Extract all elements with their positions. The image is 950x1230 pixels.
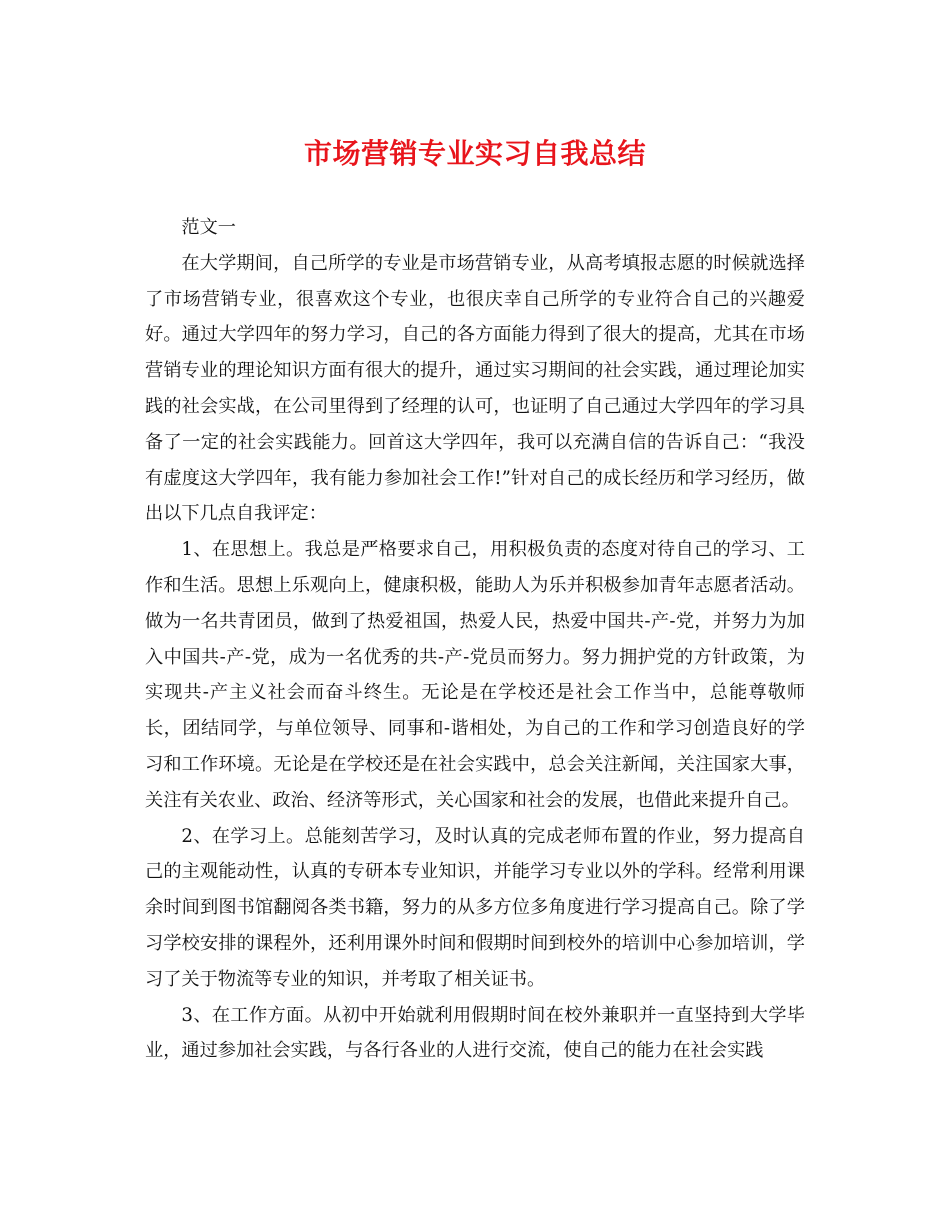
document-title: 市场营销专业实习自我总结 xyxy=(303,137,646,170)
document-body xyxy=(145,210,805,1069)
paragraph-intro: 在大学期间，自己所学的专业是市场营销专业，从高考填报志愿的时候就选择了市场营销专业，很喜欢这个专业，也很庆幸自己所学的专业符合自己的兴趣爱好。通过大学四年的努力学习，自己的各方面能力得到了很大的提高，尤其在市场营销专业的理论知识方面有很大的提升，通过实习期间的社会实践，通过理论加实践的社会实战，在公司里得到了经理的认可，也证明了自己通过大学四年的学习具备了一定的社会实践能力。回首这大学四年，我可以充满自信的告诉自己：“我没有虚度这大学四年，我有能力参加社会工作!”针对自己的成长经历和学习经历，做出以下几点自我评定： xyxy=(145,252,805,525)
paragraph-subheading: 范文一 xyxy=(181,217,236,238)
paragraph-point-2: 2、在学习上。总能刻苦学习，及时认真的完成老师布置的作业，努力提高自己的主观能动性，认真的专研本专业知识，并能学习专业以外的学科。经常利用课余时间到图书馆翻阅各类书籍，努力的从多方位多角度进行学习提高自己。除了学习学校安排的课程外，还利用课外时间和假期时间到校外的培训中心参加培训，学习了关于物流等专业的知识，并考取了相关证书。 xyxy=(145,825,805,990)
paragraph-point-3: 3、在工作方面。从初中开始就利用假期时间在校外兼职并一直坚持到大学毕业，通过参加社会实践，与各行各业的人进行交流，使自己的能力在社会实践 xyxy=(145,1004,805,1062)
paragraph-point-1: 1、在思想上。我总是严格要求自己，用积极负责的态度对待自己的学习、工作和生活。思想上乐观向上，健康积极，能助人为乐并积极参加青年志愿者活动。做为一名共青团员，做到了热爱祖国，热爱人民，热爱中国共-产-党，并努力为加入中国共-产-党，成为一名优秀的共-产-党员而努力。努力拥护党的方针政策，为实现共-产主义社会而奋斗终生。无论是在学校还是社会工作当中，总能尊敬师长，团结同学，与单位领导、同事和-谐相处，为自己的工作和学习创造良好的学习和工作环境。无论是在学校还是在社会实践中，总会关注新闻，关注国家大事，关注有关农业、政治、经济等形式，关心国家和社会的发展，也借此来提升自己。 xyxy=(145,539,805,811)
